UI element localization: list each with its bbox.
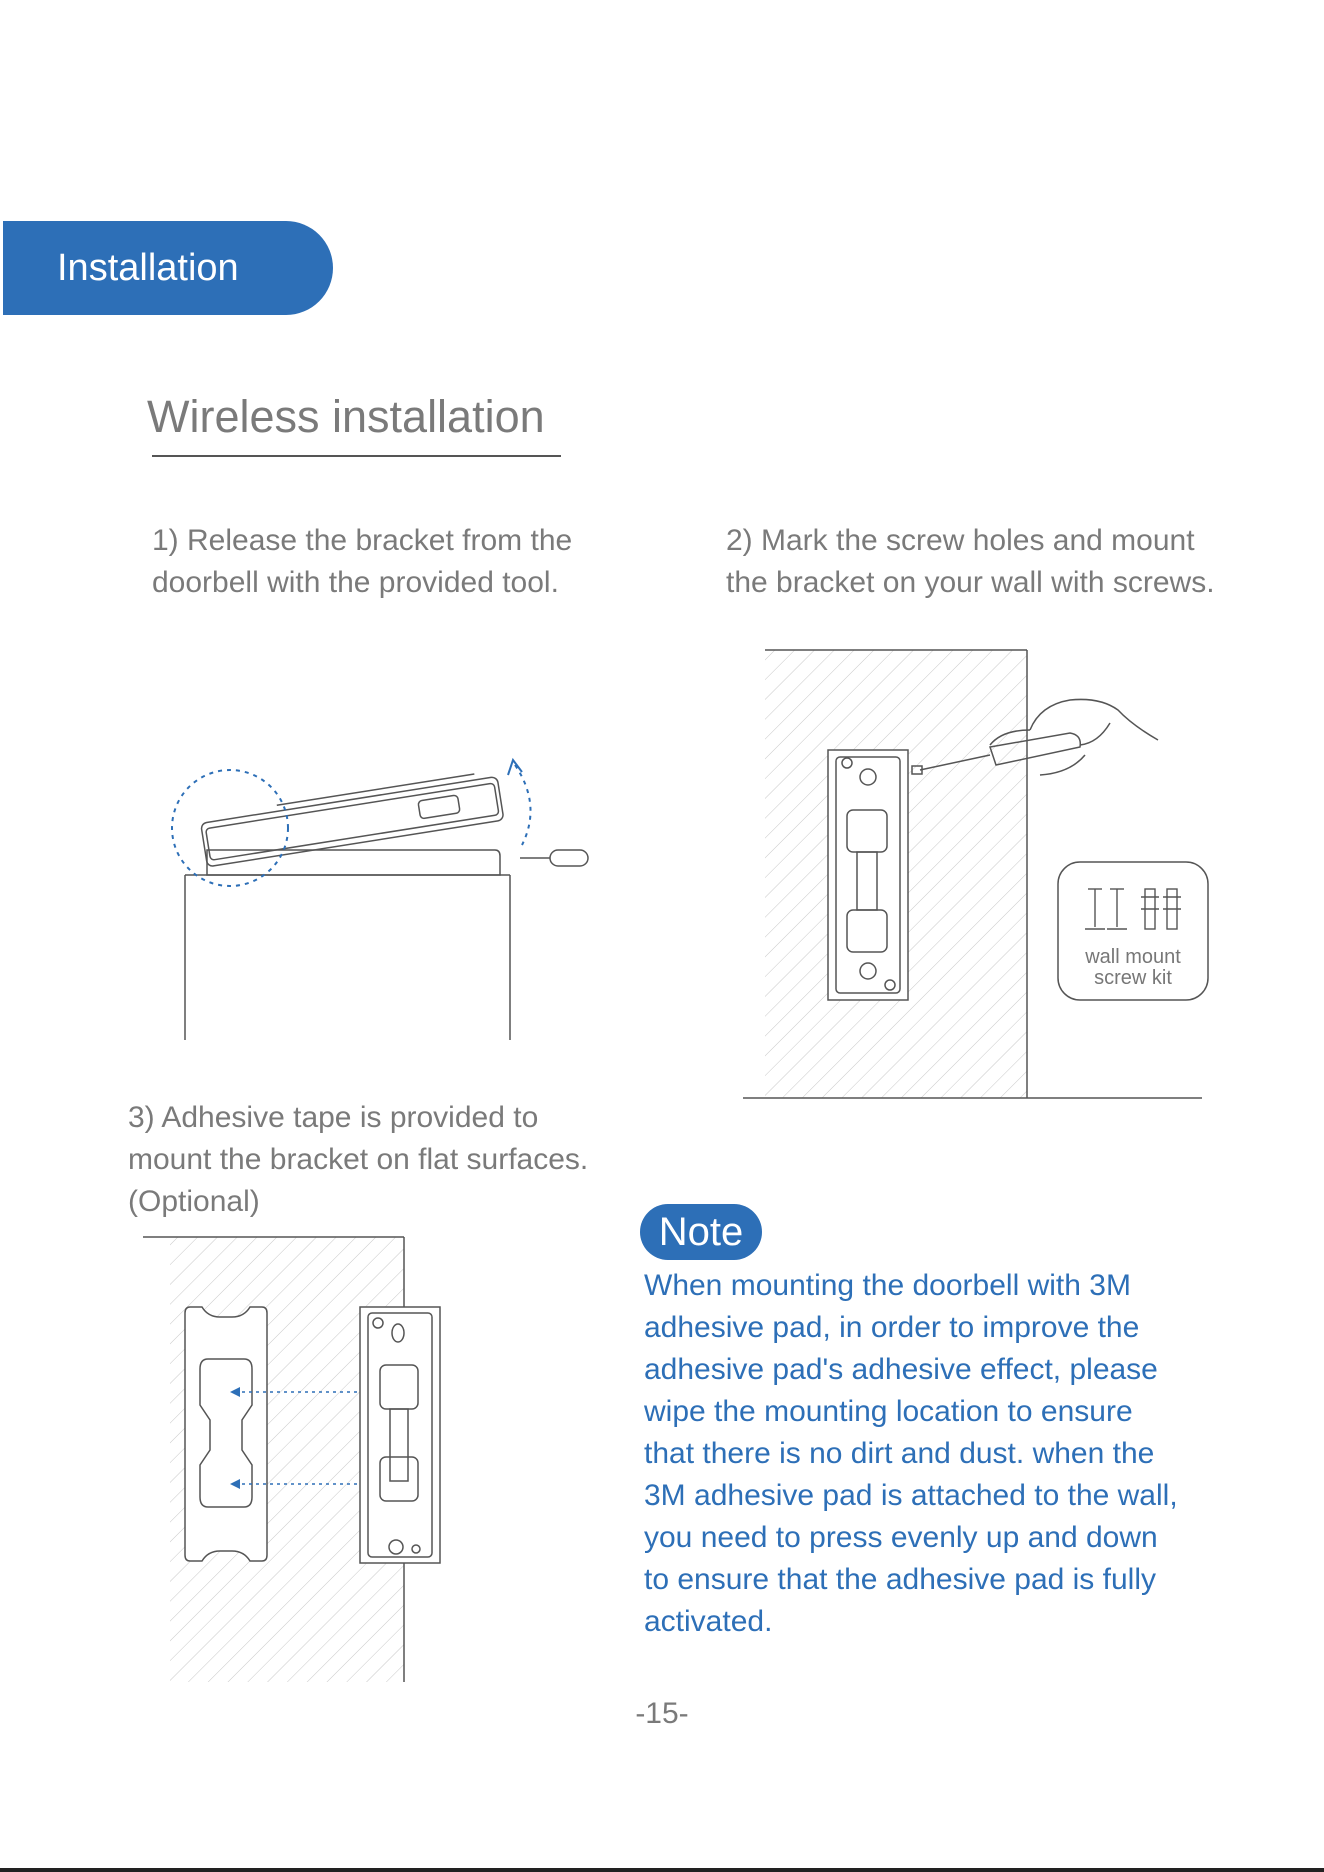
screw-kit-box <box>1057 861 1209 1001</box>
step-2-text: 2) Mark the screw holes and mount the bracket on your wall with screws. <box>726 524 1215 599</box>
step-3-text: 3) Adhesive tape is provided to mount the bracket on flat surfaces. (Optional) <box>128 1101 589 1218</box>
screw-kit-label-line2: screw kit <box>1094 967 1172 989</box>
section-tab-installation: Installation <box>3 221 333 315</box>
illustration-adhesive-tape <box>140 1235 460 1685</box>
bottom-rule <box>0 1868 1324 1872</box>
note-text: When mounting the doorbell with 3M adhesive pad, in order to improve the adhesive pad's adhesive effect, please wipe the mounting location to ensure that there is no dirt and dust. when the 3M adhesive pad is attached to the wall, you need to press evenly up and down to ensure that the adhesive pad is fully activated. <box>644 1269 1178 1638</box>
screw-kit-drawing <box>1057 861 1209 1001</box>
screw-kit-label-line1: wall mount <box>1085 946 1181 968</box>
title-underline <box>152 455 561 457</box>
illustration-release-bracket <box>150 730 600 1050</box>
note-badge: Note <box>640 1204 762 1260</box>
release-bracket-drawing <box>150 730 600 1050</box>
page-title: Wireless installation <box>147 391 545 442</box>
step-1-text: 1) Release the bracket from the doorbell with the provided tool. <box>152 524 573 599</box>
adhesive-tape-drawing <box>140 1235 460 1685</box>
page-number: -15- <box>635 1697 689 1730</box>
